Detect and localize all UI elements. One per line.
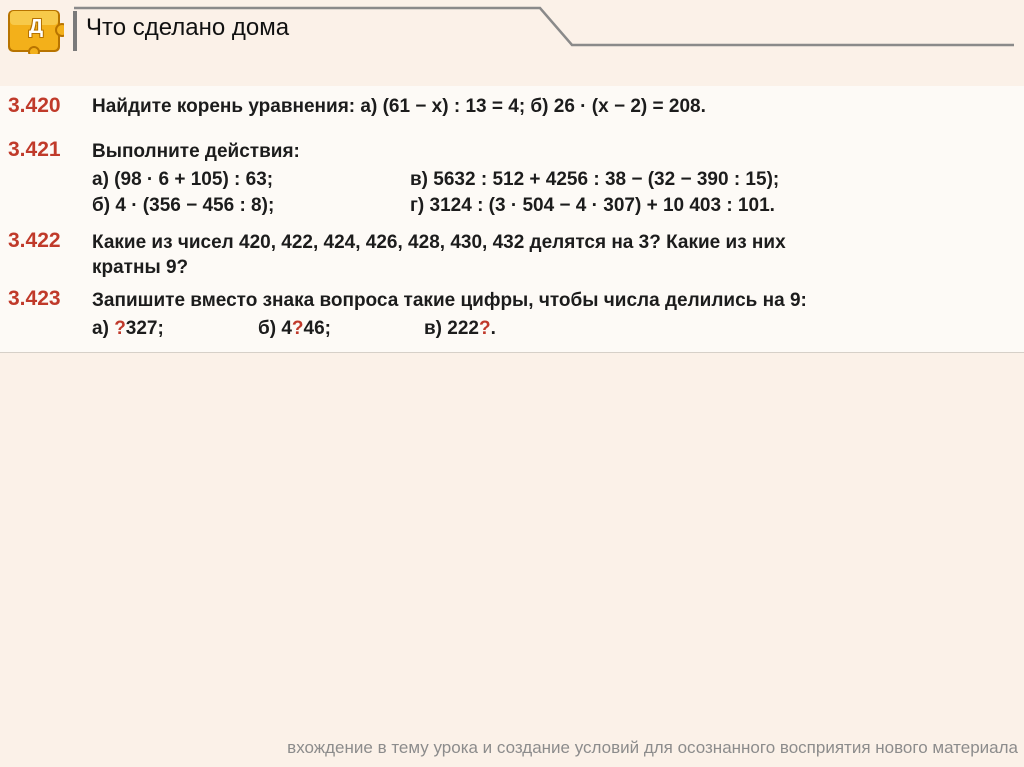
task-number: 3.423 bbox=[8, 287, 61, 310]
task-item-b bbox=[258, 318, 331, 340]
task-text: Какие из чисел 420, 422, 424, 426, 428, 430, 432 делятся на 3? Какие из них bbox=[92, 232, 786, 253]
slide-header bbox=[0, 0, 1024, 86]
task-item-a: а) (98 · 6 + 105) : 63; bbox=[92, 169, 274, 190]
slide-footer: вхождение в тему урока и создание условий для осознанного восприятия нового материала bbox=[287, 738, 1018, 757]
item-rest: . bbox=[490, 318, 496, 339]
header-separator bbox=[73, 11, 77, 51]
task-text: Найдите корень уравнения: а) (61 − x) : 13 = 4; б) 26 · (x − 2) = 208. bbox=[92, 96, 706, 117]
task-text: Выполните действия: bbox=[92, 141, 300, 162]
task-item-v bbox=[424, 318, 496, 340]
homework-tasks bbox=[0, 86, 1024, 353]
item-rest: 46; bbox=[303, 318, 331, 339]
task-number: 3.421 bbox=[8, 138, 61, 161]
task-item-v: в) 5632 : 512 + 4256 : 38 − (32 − 390 : 15); bbox=[410, 169, 780, 190]
item-prefix: б) 4 bbox=[258, 318, 292, 339]
puzzle-piece-icon bbox=[6, 8, 64, 54]
task-text-line2: кратны 9? bbox=[92, 257, 189, 278]
task-text: Запишите вместо знака вопроса такие цифры, чтобы числа делились на 9: bbox=[92, 290, 807, 311]
page-title: Что сделано дома bbox=[86, 14, 290, 41]
task-item-b: б) 4 · (356 − 456 : 8); bbox=[92, 195, 275, 216]
task-item-g: г) 3124 : (3 · 504 − 4 · 307) + 10 403 : 101. bbox=[410, 195, 775, 216]
item-rest: 327; bbox=[125, 318, 164, 339]
question-mark: ? bbox=[479, 318, 491, 339]
question-mark: ? bbox=[114, 318, 126, 339]
task-number: 3.422 bbox=[8, 229, 61, 252]
badge-letter: Д bbox=[28, 16, 44, 38]
task-number: 3.420 bbox=[8, 94, 61, 117]
question-mark: ? bbox=[291, 318, 304, 339]
item-prefix: в) 222 bbox=[424, 318, 479, 339]
item-prefix: а) bbox=[92, 318, 115, 339]
task-item-a bbox=[92, 318, 164, 340]
